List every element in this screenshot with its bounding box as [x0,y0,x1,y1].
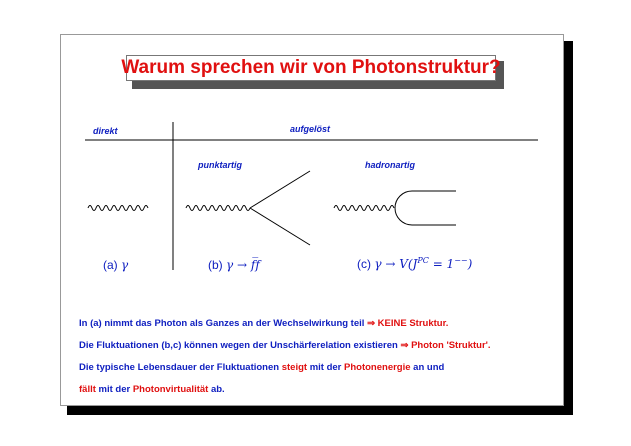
photon-wavy-line-c [334,206,394,211]
photon-wavy-line-b [186,206,250,211]
line2-part-b: Photon 'Struktur'. [408,340,491,351]
implies-arrow-2: ⇒ [400,340,409,351]
line4-part-b: mit der [95,384,133,395]
line1-part-a: In (a) nimmt das Photon als Ganzes an der Wechselwirkung teil [79,318,368,329]
caption-c-math-end: ) [467,257,473,271]
label-punktartig: punktartig [198,160,242,170]
line3-part-a: Die typische Lebensdauer der Fluktuationen [79,362,282,373]
line3-part-e: an und [410,362,445,373]
header-direkt: direkt [93,126,118,136]
caption-c-sup2: −− [454,256,468,265]
text-line-4 [79,384,225,395]
line4-faellt: fällt [79,384,96,395]
header-aufgeloest: aufgelöst [290,124,331,134]
line1-part-b: KEINE Struktur. [375,318,449,329]
caption-b-math: γ → f̅f [226,258,260,272]
slide-title: Warum sprechen wir von Photonstruktur? [121,57,501,78]
photon-wavy-line-a [88,206,148,211]
caption-a-math: γ [121,258,129,272]
text-line-1 [79,318,448,329]
line4-part-d: ab. [208,384,225,395]
caption-a [103,258,128,272]
caption-b-label: (b) [208,258,223,272]
caption-c-math-pre: γ → V(J [374,257,418,271]
line3-steigt: steigt [281,362,308,373]
caption-a-label: (a) [103,258,118,272]
text-line-2 [79,340,491,351]
fermion-line-lower [250,208,310,245]
fermion-line-upper [250,171,310,208]
caption-c [357,256,472,271]
line4-photonvirtualitaet: Photonvirtualität [132,384,209,395]
caption-c-sup: PC [417,256,429,265]
caption-c-math-post: = 1 [428,257,455,271]
line3-part-c: mit der [307,362,345,373]
label-hadronartig: hadronartig [365,160,416,170]
caption-c-math [374,257,472,271]
implies-arrow-1: ⇒ [367,318,376,329]
text-line-3 [79,362,444,373]
hadron-loop [395,191,456,225]
caption-b [208,258,260,272]
line2-part-a: Die Fluktuationen (b,c) können wegen der Unschärferelation existieren [79,340,401,351]
line3-photonenergie: Photonenergie [344,362,411,373]
caption-c-label: (c) [357,257,371,271]
